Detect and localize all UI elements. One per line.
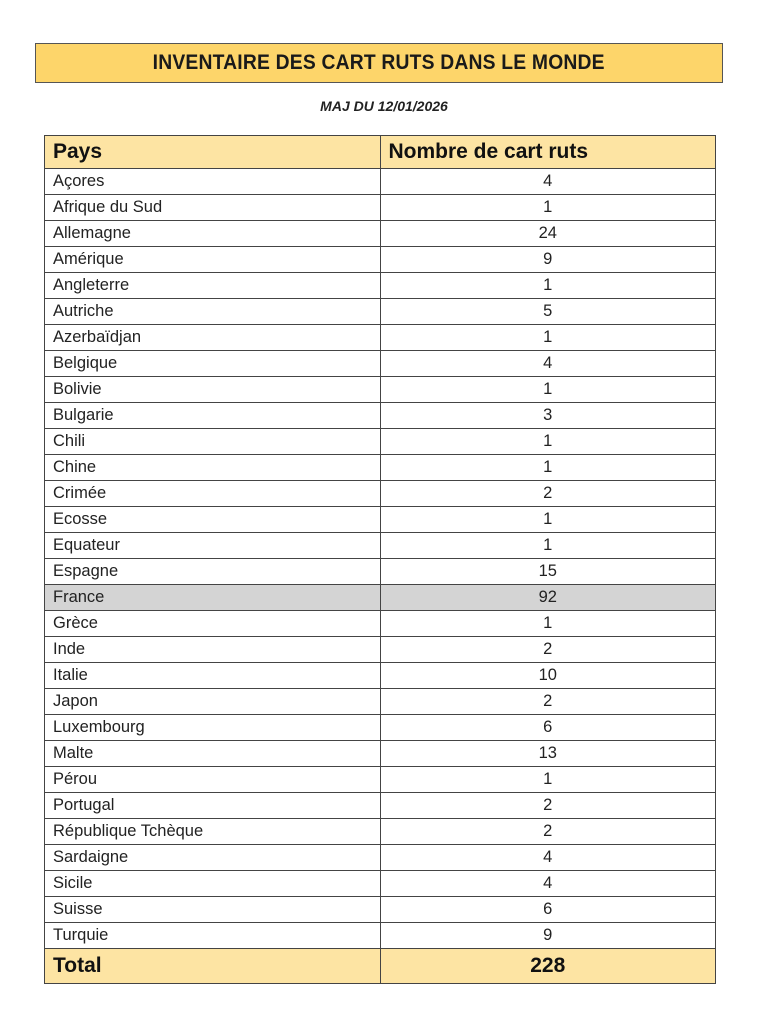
count-cell: 1 — [380, 195, 716, 221]
table-row — [45, 299, 716, 325]
country-cell: Turquie — [45, 923, 381, 949]
country-cell: Crimée — [45, 481, 381, 507]
country-cell: Belgique — [45, 351, 381, 377]
country-cell: Chine — [45, 455, 381, 481]
count-cell: 24 — [380, 221, 716, 247]
table-row — [45, 325, 716, 351]
table-row — [45, 195, 716, 221]
table-row — [45, 169, 716, 195]
count-cell: 4 — [380, 169, 716, 195]
country-cell: Pérou — [45, 767, 381, 793]
total-row — [45, 949, 716, 984]
table-row — [45, 611, 716, 637]
country-cell: Malte — [45, 741, 381, 767]
table-row — [45, 871, 716, 897]
country-cell: Azerbaïdjan — [45, 325, 381, 351]
count-cell: 1 — [380, 325, 716, 351]
country-cell: Angleterre — [45, 273, 381, 299]
country-cell: Luxembourg — [45, 715, 381, 741]
count-cell: 1 — [380, 455, 716, 481]
country-cell: Sicile — [45, 871, 381, 897]
country-cell: Sardaigne — [45, 845, 381, 871]
count-cell: 9 — [380, 247, 716, 273]
country-cell: Portugal — [45, 793, 381, 819]
count-cell: 9 — [380, 923, 716, 949]
country-cell: Equateur — [45, 533, 381, 559]
country-cell: Suisse — [45, 897, 381, 923]
table-row — [45, 741, 716, 767]
table-row — [45, 663, 716, 689]
count-cell: 1 — [380, 507, 716, 533]
country-cell: Inde — [45, 637, 381, 663]
table-row — [45, 819, 716, 845]
country-cell: Japon — [45, 689, 381, 715]
table-row — [45, 429, 716, 455]
count-cell: 1 — [380, 429, 716, 455]
count-cell: 4 — [380, 845, 716, 871]
count-cell: 1 — [380, 611, 716, 637]
table-row — [45, 273, 716, 299]
count-cell: 2 — [380, 689, 716, 715]
country-cell: Italie — [45, 663, 381, 689]
country-cell: Amérique — [45, 247, 381, 273]
total-value: 228 — [380, 949, 716, 984]
count-cell: 2 — [380, 819, 716, 845]
update-date: MAJ DU 12/01/2026 — [320, 98, 448, 114]
table-row — [45, 507, 716, 533]
count-cell: 6 — [380, 715, 716, 741]
count-cell: 92 — [380, 585, 716, 611]
table-row — [45, 845, 716, 871]
table-row — [45, 377, 716, 403]
table-row — [45, 533, 716, 559]
country-cell: Açores — [45, 169, 381, 195]
count-cell: 1 — [380, 377, 716, 403]
table-row — [45, 221, 716, 247]
country-cell: Afrique du Sud — [45, 195, 381, 221]
table-row — [45, 559, 716, 585]
column-header-count: Nombre de cart ruts — [380, 136, 716, 169]
country-cell: Bulgarie — [45, 403, 381, 429]
country-cell: Chili — [45, 429, 381, 455]
table-row — [45, 247, 716, 273]
country-cell: République Tchèque — [45, 819, 381, 845]
count-cell: 3 — [380, 403, 716, 429]
table-row — [45, 585, 716, 611]
country-cell: Ecosse — [45, 507, 381, 533]
table-row — [45, 455, 716, 481]
country-cell: France — [45, 585, 381, 611]
cart-ruts-table — [44, 135, 716, 984]
table-row — [45, 689, 716, 715]
count-cell: 2 — [380, 637, 716, 663]
table-row — [45, 923, 716, 949]
page-title: INVENTAIRE DES CART RUTS DANS LE MONDE — [152, 51, 606, 74]
table-row — [45, 403, 716, 429]
table-row — [45, 767, 716, 793]
table-row — [45, 637, 716, 663]
column-header-pays: Pays — [45, 136, 381, 169]
count-cell: 1 — [380, 767, 716, 793]
country-cell: Espagne — [45, 559, 381, 585]
country-cell: Autriche — [45, 299, 381, 325]
table-row — [45, 793, 716, 819]
country-cell: Bolivie — [45, 377, 381, 403]
table-body — [45, 169, 716, 949]
count-cell: 6 — [380, 897, 716, 923]
count-cell: 10 — [380, 663, 716, 689]
table-row — [45, 715, 716, 741]
count-cell: 4 — [380, 871, 716, 897]
total-label: Total — [45, 949, 381, 984]
table-row — [45, 897, 716, 923]
table-header-row — [45, 136, 716, 169]
table-row — [45, 351, 716, 377]
count-cell: 2 — [380, 793, 716, 819]
title-banner — [35, 43, 723, 83]
table-row — [45, 481, 716, 507]
count-cell: 1 — [380, 273, 716, 299]
count-cell: 2 — [380, 481, 716, 507]
count-cell: 4 — [380, 351, 716, 377]
count-cell: 5 — [380, 299, 716, 325]
count-cell: 1 — [380, 533, 716, 559]
country-cell: Allemagne — [45, 221, 381, 247]
count-cell: 13 — [380, 741, 716, 767]
country-cell: Grèce — [45, 611, 381, 637]
count-cell: 15 — [380, 559, 716, 585]
